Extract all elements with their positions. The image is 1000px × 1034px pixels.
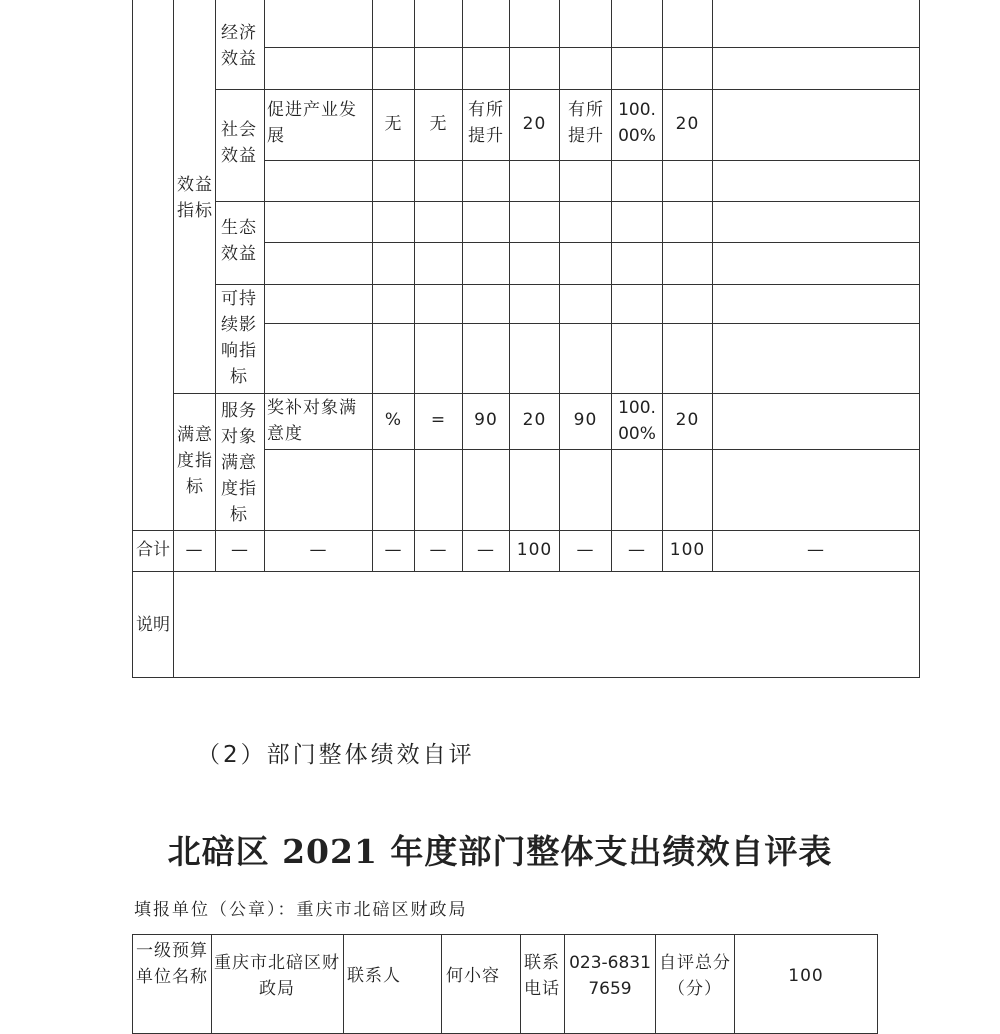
social-operator: 无 [429, 114, 448, 134]
table-cell [611, 160, 663, 202]
table-cell [414, 160, 463, 202]
unit-label: 一级预算 单位名称 [136, 941, 208, 987]
table-cell [662, 284, 713, 324]
phone-label: 联系电话 [524, 953, 560, 999]
table-cell [414, 0, 463, 48]
section-heading: （2）部门整体绩效自评 [197, 742, 475, 768]
total-dash: — [384, 540, 403, 560]
contact-label: 联系人 [347, 966, 401, 986]
service-label: 服务对象满意度指标 [221, 401, 257, 525]
table-cell [559, 47, 612, 90]
table-row [264, 284, 373, 324]
table-cell [509, 323, 560, 394]
table-cell [462, 323, 510, 394]
table-cell [662, 160, 713, 202]
table-cell [712, 47, 920, 90]
table-cell [611, 47, 663, 90]
table-cell [559, 323, 612, 394]
table-cell [462, 0, 510, 48]
econ-label: 经济效益 [221, 23, 257, 69]
benefit-group-label: 效益指标 [177, 175, 213, 221]
eco-label: 生态效益 [221, 218, 257, 264]
social-item: 促进产业发展 [267, 100, 357, 146]
social-actual: 有所提升 [568, 100, 604, 146]
table-row [264, 242, 373, 285]
table-cell [662, 449, 713, 531]
table-cell [372, 160, 415, 202]
sat-unit: % [384, 410, 403, 430]
page-title: 北碚区 2021 年度部门整体支出绩效自评表 [167, 832, 833, 871]
table-cell [414, 284, 463, 324]
table-row [264, 160, 373, 202]
table-cell [372, 323, 415, 394]
table-cell [462, 160, 510, 202]
table-cell [559, 160, 612, 202]
table-cell [414, 323, 463, 394]
table-cell [662, 201, 713, 243]
table-cell [611, 0, 663, 48]
table-cell [712, 0, 920, 48]
satisfaction-group-label: 满意度指标 [177, 425, 213, 497]
social-unit: 无 [384, 114, 403, 134]
phone-value: 023-68317659 [569, 953, 651, 999]
table-cell [611, 449, 663, 531]
table-cell [611, 242, 663, 285]
table-cell [372, 47, 415, 90]
total-dash: — [309, 540, 328, 560]
total-dash: — [477, 540, 495, 560]
table-cell [509, 284, 560, 324]
table-cell [662, 242, 713, 285]
total-dash: — [576, 540, 595, 560]
table-cell [559, 242, 612, 285]
table-cell [462, 201, 510, 243]
table-cell [611, 323, 663, 394]
fill-unit: 填报单位（公章）：重庆市北碚区财政局 [134, 900, 468, 920]
table-cell [372, 201, 415, 243]
table-cell [712, 242, 920, 285]
social-label: 社会效益 [221, 120, 257, 166]
total-label: 合计 [136, 540, 170, 560]
table-cell [462, 242, 510, 285]
table-cell [414, 47, 463, 90]
total-weight: 100 [516, 540, 553, 560]
table-cell [509, 160, 560, 202]
contact-value: 何小容 [446, 966, 500, 986]
table-cell [662, 323, 713, 394]
social-target: 有所提升 [468, 100, 504, 146]
sat-operator: = [430, 410, 447, 430]
table-cell [414, 242, 463, 285]
table-row [264, 323, 373, 394]
social-weight: 20 [522, 114, 547, 134]
table-cell [712, 160, 920, 202]
table-cell [509, 201, 560, 243]
total-dash: — [231, 540, 249, 560]
table-cell [662, 47, 713, 90]
score-label: 自评总分（分） [659, 953, 731, 999]
score-value: 100 [788, 966, 824, 986]
table-cell [712, 284, 920, 324]
table-cell [462, 284, 510, 324]
table-cell [712, 323, 920, 394]
table-cell [372, 284, 415, 324]
total-dash: — [185, 540, 204, 560]
table-cell [712, 449, 920, 531]
table-cell [372, 449, 415, 531]
sat-item: 奖补对象满意度 [267, 398, 357, 444]
note-content-cell [173, 571, 920, 678]
sat-actual: 90 [573, 410, 598, 430]
table-cell [509, 0, 560, 48]
sat-target: 90 [474, 410, 498, 430]
table-cell [509, 242, 560, 285]
table-cell [559, 449, 612, 531]
table-cell [462, 449, 510, 531]
table-cell [559, 201, 612, 243]
table-row [264, 0, 373, 48]
total-score: 100 [669, 540, 706, 560]
table-cell [559, 0, 612, 48]
table-cell [712, 201, 920, 243]
social-score: 20 [675, 114, 700, 134]
table-row [264, 201, 373, 243]
unit-value: 重庆市北碚区财政局 [214, 953, 340, 999]
table-col-first-level [132, 0, 174, 531]
social-rate: 100.00% [618, 100, 656, 146]
sat-weight: 20 [522, 410, 547, 430]
table-cell [372, 242, 415, 285]
table-cell [462, 47, 510, 90]
table-cell [372, 0, 415, 48]
sustain-label: 可持续影响指标 [221, 289, 257, 387]
table-cell [509, 449, 560, 531]
table-cell [509, 47, 560, 90]
total-dash: — [628, 540, 646, 560]
table-cell [712, 89, 920, 161]
sat-rate: 100.00% [618, 398, 656, 444]
total-dash: — [807, 540, 825, 560]
table-row [264, 449, 373, 531]
table-cell [559, 284, 612, 324]
note-label: 说明 [136, 615, 170, 635]
table-cell [414, 201, 463, 243]
table-cell [611, 284, 663, 324]
table-row [264, 47, 373, 90]
table-cell [414, 449, 463, 531]
table-cell [662, 0, 713, 48]
table-cell [611, 201, 663, 243]
total-dash: — [429, 540, 448, 560]
sat-score: 20 [675, 410, 700, 430]
table-cell [712, 393, 920, 450]
